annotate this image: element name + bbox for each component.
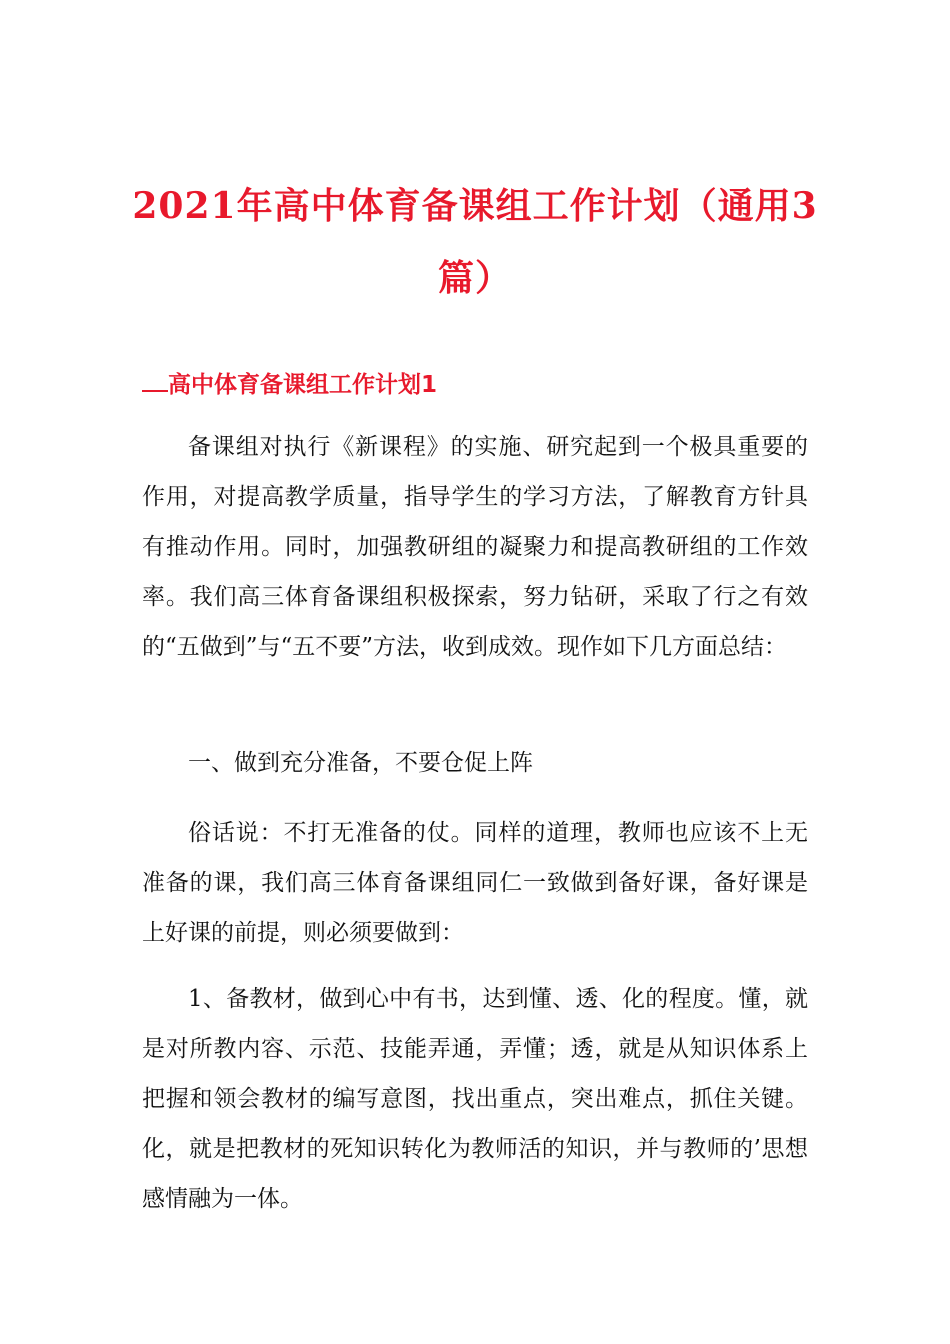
- paragraph-preparation: 俗话说：不打无准备的仗。同样的道理，教师也应该不上无准备的课，我们高三体育备课组同仁一致做到备好课，备好课是上好课的前提，则必须要做到：: [142, 820, 808, 946]
- paragraph-intro: 备课组对执行《新课程》的实施、研究起到一个极具重要的作用，对提高教学质量，指导学生的学习方法，了解教育方针具有推动作用。同时，加强教研组的凝聚力和提高教研组的工作效率。我们高三体育备课组积极探索，努力钻研，采取了行之有效的“五做到”与“五不要”方法，收到成效。现作如下几方面总结：: [142, 434, 808, 660]
- paragraph-subheading-one: 一、做到充分准备，不要仓促上阵: [188, 750, 533, 776]
- paragraph-item-one: 1、备教材，做到心中有书，达到懂、透、化的程度。懂，就是对所教内容、示范、技能弄通，弄懂；透，就是从知识体系上把握和领会教材的编写意图，找出重点，突出难点，抓住关键。化，就是把教材的死知识转化为教师活的知识，并与教师的’思想感情融为一体。: [142, 986, 808, 1212]
- document-title: 2021年高中体育备课组工作计划（通用3篇）: [132, 185, 818, 299]
- section-heading-text: 高中体育备课组工作计划1: [168, 372, 438, 398]
- heading-blank-underline: [142, 366, 168, 392]
- section-heading: [142, 366, 437, 402]
